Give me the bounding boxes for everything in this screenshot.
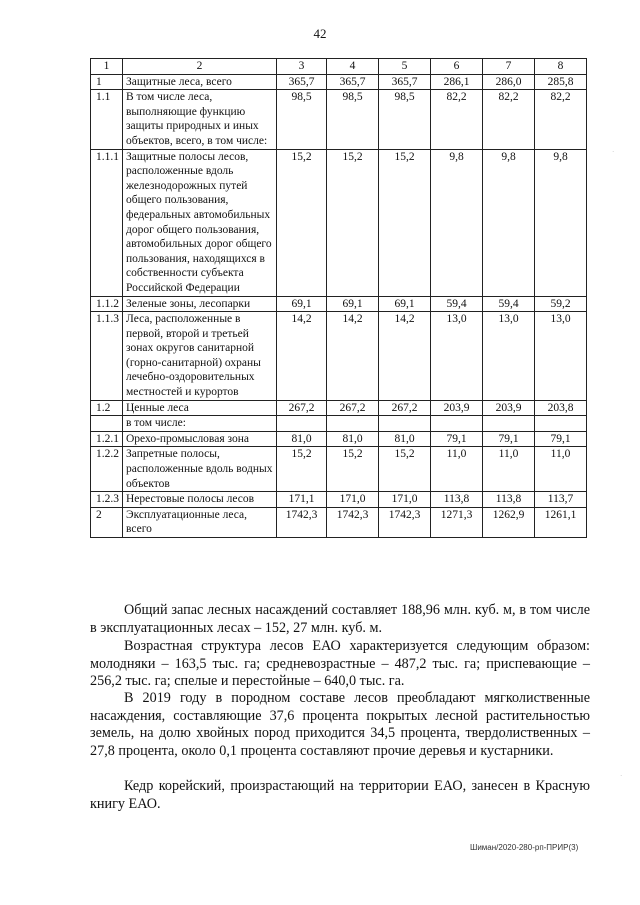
row-value: 171,0: [327, 492, 379, 508]
row-value: 171,0: [379, 492, 431, 508]
forest-area-table: [90, 58, 587, 538]
row-code: 1.2.1: [91, 431, 123, 447]
row-value: 82,2: [483, 90, 535, 149]
document-reference: Шиман/2020-280-рп-ПРИР(3): [470, 843, 579, 852]
row-value: 14,2: [327, 312, 379, 401]
row-name: Ценные леса: [123, 400, 277, 416]
row-value: 82,2: [535, 90, 587, 149]
row-value: 113,7: [535, 492, 587, 508]
row-value: 365,7: [327, 74, 379, 90]
table-row: [91, 492, 587, 508]
row-value: 14,2: [379, 312, 431, 401]
row-value: 15,2: [277, 149, 327, 296]
paragraph-species-composition: В 2019 году в породном составе лесов преобладают мягколиственные насаждения, составляющие 37,6 процента покрытых лесной растительностью земель, на долю хвойных пород приходится 34,5 процента, твердолиственных – 27,8 процента, около 0,1 процента составляют прочие деревья и кустарники.: [90, 690, 590, 759]
table-row: [91, 416, 587, 432]
row-code: 1: [91, 74, 123, 90]
row-value: 11,0: [431, 447, 483, 492]
row-value: 1742,3: [379, 507, 431, 537]
row-value: 59,4: [431, 296, 483, 312]
row-value: 82,2: [431, 90, 483, 149]
row-value: 171,1: [277, 492, 327, 508]
column-number-8: 8: [535, 59, 587, 75]
paragraph-age-structure: Возрастная структура лесов ЕАО характеризуется следующим образом: молодняки – 163,5 тыс. га; средневозрастные – 487,2 тыс. га; приспевающие – 256,2 тыс. га; спелые и перестойные – 640,0 тыс. га.: [90, 638, 590, 690]
row-value: 69,1: [379, 296, 431, 312]
row-value: 15,2: [327, 447, 379, 492]
row-value: 79,1: [535, 431, 587, 447]
table-row: [91, 507, 587, 537]
table-row: [91, 312, 587, 401]
column-number-6: 6: [431, 59, 483, 75]
row-value: 15,2: [379, 447, 431, 492]
row-name: Нерестовые полосы лесов: [123, 492, 277, 508]
row-value: 9,8: [535, 149, 587, 296]
row-value: 13,0: [483, 312, 535, 401]
row-value: 113,8: [483, 492, 535, 508]
row-value: 9,8: [483, 149, 535, 296]
row-name: Леса, расположенные в первой, второй и третьей зонах округов санитарной (горно-санитарной) охраны лечебно-оздоровительных местностей и курортов: [123, 312, 277, 401]
row-value: 15,2: [327, 149, 379, 296]
scan-speck: ·: [620, 772, 623, 780]
row-value: [379, 416, 431, 432]
row-code: 1.1: [91, 90, 123, 149]
row-value: 59,4: [483, 296, 535, 312]
row-value: 79,1: [483, 431, 535, 447]
table-row: [91, 296, 587, 312]
row-value: 15,2: [277, 447, 327, 492]
table-row: [91, 447, 587, 492]
row-value: [535, 416, 587, 432]
table-row: [91, 431, 587, 447]
table-header-row: [91, 59, 587, 75]
row-value: [431, 416, 483, 432]
row-value: 9,8: [431, 149, 483, 296]
row-value: 79,1: [431, 431, 483, 447]
row-value: 98,5: [277, 90, 327, 149]
row-value: 365,7: [277, 74, 327, 90]
row-name: Защитные леса, всего: [123, 74, 277, 90]
row-value: 1742,3: [277, 507, 327, 537]
row-value: 81,0: [379, 431, 431, 447]
row-value: 69,1: [277, 296, 327, 312]
table-row: [91, 400, 587, 416]
row-value: 203,9: [483, 400, 535, 416]
column-number-4: 4: [327, 59, 379, 75]
paragraph-total-stock: Общий запас лесных насаждений составляет 188,96 млн. куб. м, в том числе в эксплуатационных лесах – 152, 27 млн. куб. м.: [90, 602, 590, 636]
column-number-3: 3: [277, 59, 327, 75]
row-value: 14,2: [277, 312, 327, 401]
row-value: 113,8: [431, 492, 483, 508]
row-value: 286,1: [431, 74, 483, 90]
row-value: 285,8: [535, 74, 587, 90]
row-code: [91, 416, 123, 432]
row-value: 286,0: [483, 74, 535, 90]
row-value: [483, 416, 535, 432]
paragraph-korean-cedar: Кедр корейский, произрастающий на территории ЕАО, занесен в Красную книгу ЕАО.: [90, 778, 590, 812]
row-name: Эксплуатационные леса, всего: [123, 507, 277, 537]
scan-speck: ·: [612, 148, 615, 156]
row-value: 98,5: [327, 90, 379, 149]
row-value: 1742,3: [327, 507, 379, 537]
row-code: 1.2.3: [91, 492, 123, 508]
row-value: 267,2: [379, 400, 431, 416]
row-value: 267,2: [327, 400, 379, 416]
table-row: [91, 90, 587, 149]
row-value: 11,0: [535, 447, 587, 492]
row-value: 365,7: [379, 74, 431, 90]
row-code: 1.2.2: [91, 447, 123, 492]
row-value: 203,9: [431, 400, 483, 416]
row-value: 1261,1: [535, 507, 587, 537]
row-value: 69,1: [327, 296, 379, 312]
row-value: 11,0: [483, 447, 535, 492]
row-value: 1262,9: [483, 507, 535, 537]
column-number-2: 2: [123, 59, 277, 75]
row-name: в том числе:: [123, 416, 277, 432]
row-value: 98,5: [379, 90, 431, 149]
table-row: [91, 74, 587, 90]
row-name: В том числе леса, выполняющие функцию защиты природных и иных объектов, всего, в том числе:: [123, 90, 277, 149]
row-value: 267,2: [277, 400, 327, 416]
row-value: [277, 416, 327, 432]
row-value: 1271,3: [431, 507, 483, 537]
row-value: 81,0: [327, 431, 379, 447]
row-code: 1.1.2: [91, 296, 123, 312]
row-value: 15,2: [379, 149, 431, 296]
row-value: 203,8: [535, 400, 587, 416]
row-code: 1.2: [91, 400, 123, 416]
column-number-1: 1: [91, 59, 123, 75]
row-code: 2: [91, 507, 123, 537]
row-name: Зеленые зоны, лесопарки: [123, 296, 277, 312]
row-value: 81,0: [277, 431, 327, 447]
row-name: Запретные полосы, расположенные вдоль водных объектов: [123, 447, 277, 492]
row-code: 1.1.3: [91, 312, 123, 401]
row-code: 1.1.1: [91, 149, 123, 296]
table-row: [91, 149, 587, 296]
row-value: 13,0: [535, 312, 587, 401]
row-value: [327, 416, 379, 432]
page-number: 42: [313, 26, 327, 41]
row-value: 13,0: [431, 312, 483, 401]
row-name: Защитные полосы лесов, расположенные вдоль железнодорожных путей общего пользования, федеральных автомобильных дорог общего пользования, автомобильных дорог общего пользования, находящихся в собственности субъекта Российской Федерации: [123, 149, 277, 296]
row-name: Орехо-промысловая зона: [123, 431, 277, 447]
row-value: 59,2: [535, 296, 587, 312]
column-number-7: 7: [483, 59, 535, 75]
column-number-5: 5: [379, 59, 431, 75]
